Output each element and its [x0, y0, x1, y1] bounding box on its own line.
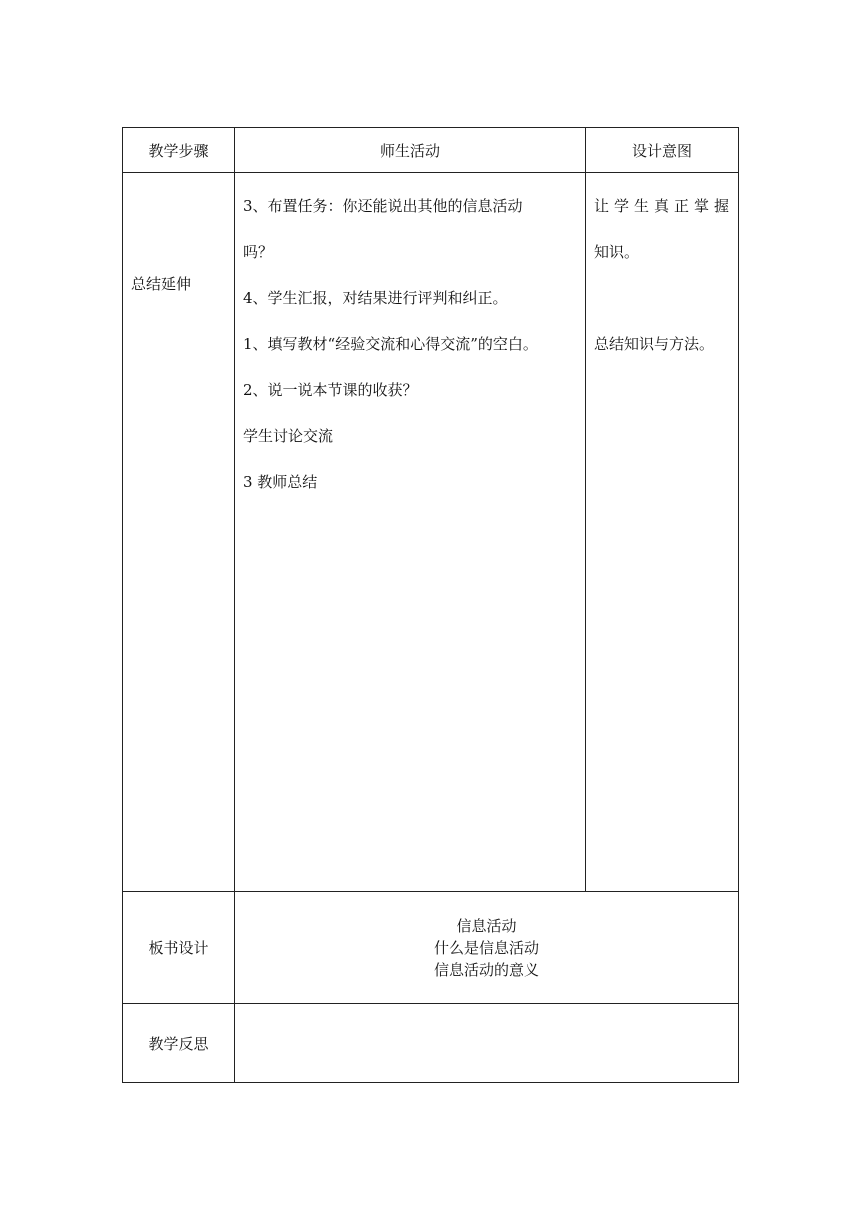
- activity-line: 2、说一说本节课的收获？: [243, 381, 418, 399]
- activity-line: 1、填写教材“经验交流和心得交流”的空白。: [243, 335, 538, 353]
- header-row: [123, 128, 739, 173]
- summary-row: [123, 173, 739, 892]
- board-line: 什么是信息活动: [433, 938, 539, 957]
- intent-line: 让学生真正掌握: [594, 197, 735, 215]
- reflection-label: 教学反思: [123, 1004, 235, 1083]
- board-lines: [235, 915, 738, 981]
- activity-line: 学生讨论交流: [243, 427, 334, 445]
- activity-line: 4、学生汇报，对结果进行评判和纠正。: [243, 289, 508, 307]
- activity-lines: [235, 173, 585, 505]
- summary-intent-cell: [586, 173, 739, 892]
- header-activity: 师生活动: [235, 128, 586, 173]
- board-line: 信息活动: [456, 916, 517, 935]
- activity-line: 吗？: [243, 243, 274, 261]
- summary-activity-cell: [235, 173, 586, 892]
- reflection-content: [235, 1004, 739, 1083]
- intent-line: 知识。: [594, 243, 640, 261]
- header-step: 教学步骤: [123, 128, 235, 173]
- board-line: 信息活动的意义: [433, 960, 539, 979]
- lesson-plan-table: [122, 127, 739, 1083]
- intent-line: 总结知识与方法。: [594, 335, 715, 353]
- board-design-label: 板书设计: [123, 892, 235, 1004]
- activity-line: 3 教师总结: [243, 473, 318, 491]
- reflection-row: [123, 1004, 739, 1083]
- board-design-content: [235, 892, 739, 1004]
- header-intent: 设计意图: [586, 128, 739, 173]
- summary-step-cell: [123, 173, 235, 892]
- board-design-row: [123, 892, 739, 1004]
- intent-lines: [586, 173, 738, 367]
- intent-spacer: [594, 275, 732, 321]
- summary-step-label: 总结延伸: [131, 275, 192, 293]
- activity-line: 3、布置任务：你还能说出其他的信息活动: [243, 197, 523, 215]
